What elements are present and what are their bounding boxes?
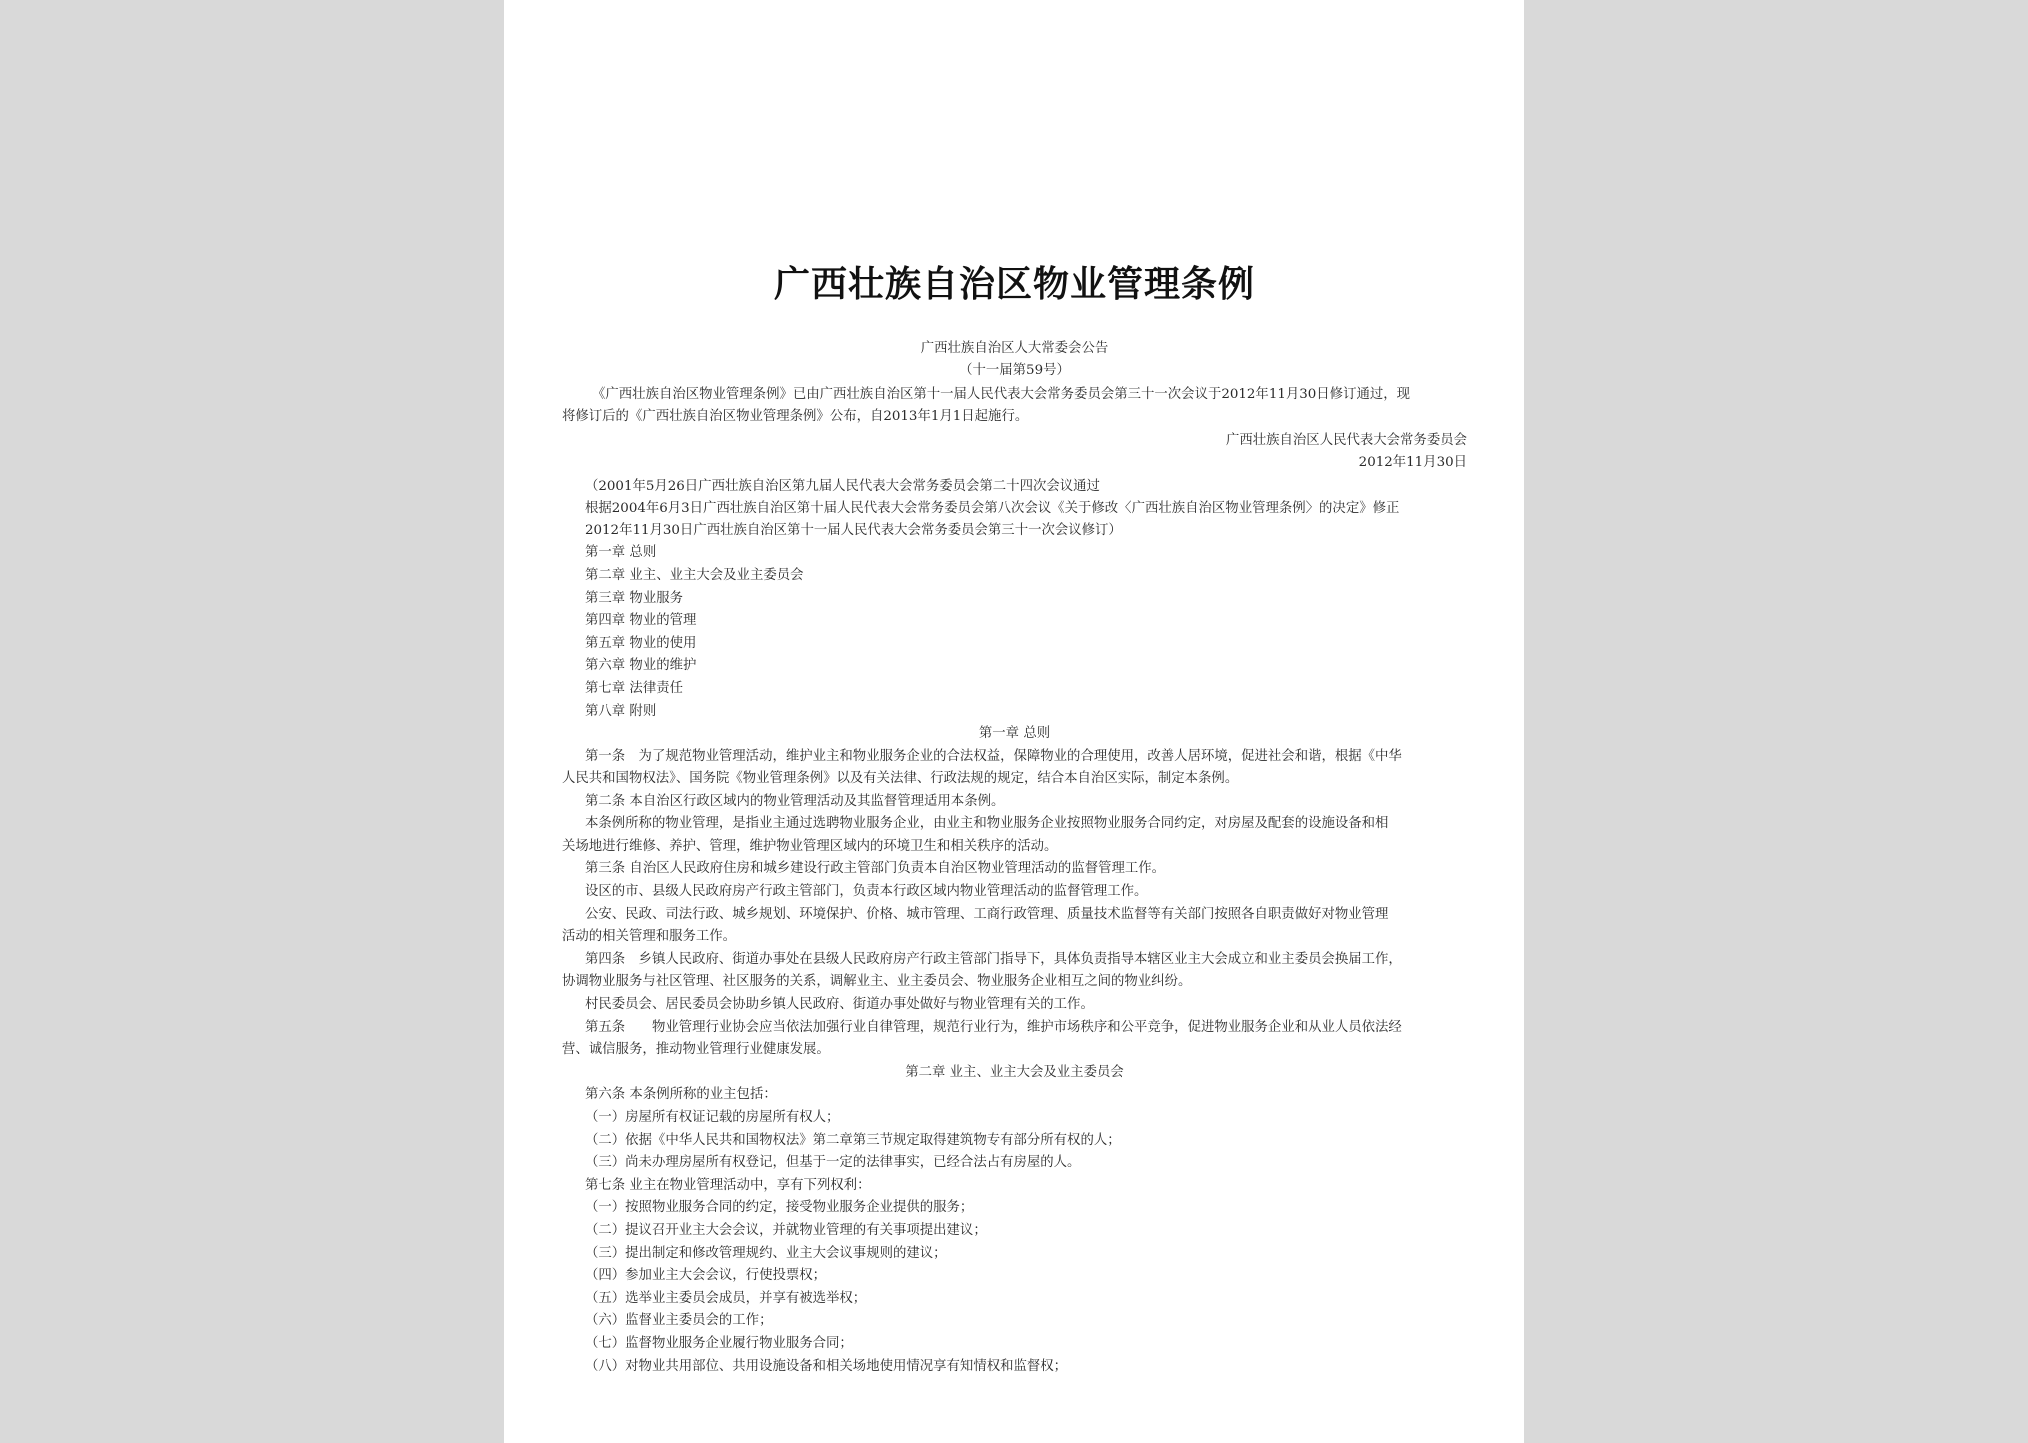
announcement-date: 2012年11月30日 xyxy=(1358,455,1467,470)
body-line: （二）提议召开业主大会会议，并就物业管理的有关事项提出建议； xyxy=(585,1223,987,1238)
announcement-body-line: 将修订后的《广西壮族自治区物业管理条例》公布，自2013年1月1日起施行。 xyxy=(562,409,1029,424)
body-line: （一）房屋所有权证记载的房屋所有权人； xyxy=(585,1110,840,1125)
body-line: （八）对物业共用部位、共用设施设备和相关场地使用情况享有知情权和监督权； xyxy=(585,1359,1068,1374)
body-line: 第三条 自治区人民政府住房和城乡建设行政主管部门负责本自治区物业管理活动的监督管理工作。 xyxy=(585,861,1166,876)
body-line: （一）按照物业服务合同的约定，接受物业服务企业提供的服务； xyxy=(585,1200,974,1215)
toc-item: 第二章 业主、业主大会及业主委员会 xyxy=(585,568,804,583)
body-line: （七）监督物业服务企业履行物业服务合同； xyxy=(585,1336,853,1351)
body-line: （四）参加业主大会会议，行使投票权； xyxy=(585,1268,827,1283)
body-line: 协调物业服务与社区管理、社区服务的关系，调解业主、业主委员会、物业服务企业相互之间的物业纠纷。 xyxy=(562,974,1192,989)
body-line: 第一条 为了规范物业管理活动，维护业主和物业服务企业的合法权益，保障物业的合理使用，改善人居环境，促进社会和谐，根据《中华 xyxy=(585,749,1402,764)
body-line: 本条例所称的物业管理，是指业主通过选聘物业服务企业，由业主和物业服务企业按照物业服务合同约定，对房屋及配套的设施设备和相 xyxy=(585,816,1389,831)
body-line: 第五条 物业管理行业协会应当依法加强行业自律管理，规范行业行为，维护市场秩序和公平竞争，促进物业服务企业和从业人员依法经 xyxy=(585,1020,1402,1035)
body-line: 第七条 业主在物业管理活动中，享有下列权利： xyxy=(585,1178,871,1193)
body-line: （五）选举业主委员会成员，并享有被选举权； xyxy=(585,1291,867,1306)
announcement-body-line: 《广西壮族自治区物业管理条例》已由广西壮族自治区第十一届人民代表大会常务委员会第三十一次会议于2012年11月30日修订通过，现 xyxy=(592,387,1411,402)
body-line: （六）监督业主委员会的工作； xyxy=(585,1313,773,1328)
body-line: 设区的市、县级人民政府房产行政主管部门，负责本行政区域内物业管理活动的监督管理工作。 xyxy=(585,884,1148,899)
body-line: 村民委员会、居民委员会协助乡镇人民政府、街道办事处做好与物业管理有关的工作。 xyxy=(585,997,1094,1012)
body-line: 第二条 本自治区行政区域内的物业管理活动及其监督管理适用本条例。 xyxy=(585,794,1005,809)
history-line: 根据2004年6月3日广西壮族自治区第十届人民代表大会常务委员会第八次会议《关于修改〈广西壮族自治区物业管理条例〉的决定》修正 xyxy=(585,501,1400,516)
chapter-heading: 第二章 业主、业主大会及业主委员会 xyxy=(905,1065,1124,1080)
toc-item: 第八章 附则 xyxy=(585,704,657,719)
chapter-heading: 第一章 总则 xyxy=(978,726,1051,741)
announcement-number: （十一届第59号） xyxy=(959,363,1070,378)
body-line: （三）尚未办理房屋所有权登记，但基于一定的法律事实，已经合法占有房屋的人。 xyxy=(585,1155,1081,1170)
announcement-signer: 广西壮族自治区人民代表大会常务委员会 xyxy=(1225,433,1467,448)
body-line: 人民共和国物权法》、国务院《物业管理条例》以及有关法律、行政法规的规定，结合本自治区实际，制定本条例。 xyxy=(562,771,1239,786)
body-line: （三）提出制定和修改管理规约、业主大会议事规则的建议； xyxy=(585,1246,947,1261)
history-line: （2001年5月26日广西壮族自治区第九届人民代表大会常务委员会第二十四次会议通过 xyxy=(585,479,1100,494)
history-line: 2012年11月30日广西壮族自治区第十一届人民代表大会常务委员会第三十一次会议修订） xyxy=(585,523,1122,538)
document-title: 广西壮族自治区物业管理条例 xyxy=(773,263,1255,305)
toc-item: 第四章 物业的管理 xyxy=(585,613,697,628)
body-line: 第四条 乡镇人民政府、街道办事处在县级人民政府房产行政主管部门指导下，具体负责指导本辖区业主大会成立和业主委员会换届工作， xyxy=(585,952,1402,967)
toc-item: 第五章 物业的使用 xyxy=(585,636,697,651)
body-line: 关场地进行维修、养护、管理，维护物业管理区域内的环境卫生和相关秩序的活动。 xyxy=(562,839,1058,854)
body-line: 营、诚信服务，推动物业管理行业健康发展。 xyxy=(562,1042,830,1057)
toc-item: 第六章 物业的维护 xyxy=(585,658,697,673)
toc-item: 第七章 法律责任 xyxy=(585,681,683,696)
announcement-issuer: 广西壮族自治区人大常委会公告 xyxy=(920,341,1109,356)
body-line: （二）依据《中华人民共和国物权法》第二章第三节规定取得建筑物专有部分所有权的人； xyxy=(585,1133,1121,1148)
body-line: 公安、民政、司法行政、城乡规划、环境保护、价格、城市管理、工商行政管理、质量技术监督等有关部门按照各自职责做好对物业管理 xyxy=(585,907,1389,922)
document-page xyxy=(504,0,1524,1443)
body-line: 第六条 本条例所称的业主包括： xyxy=(585,1087,777,1102)
toc-item: 第三章 物业服务 xyxy=(585,591,683,606)
toc-item: 第一章 总则 xyxy=(585,545,657,560)
body-line: 活动的相关管理和服务工作。 xyxy=(562,929,737,944)
